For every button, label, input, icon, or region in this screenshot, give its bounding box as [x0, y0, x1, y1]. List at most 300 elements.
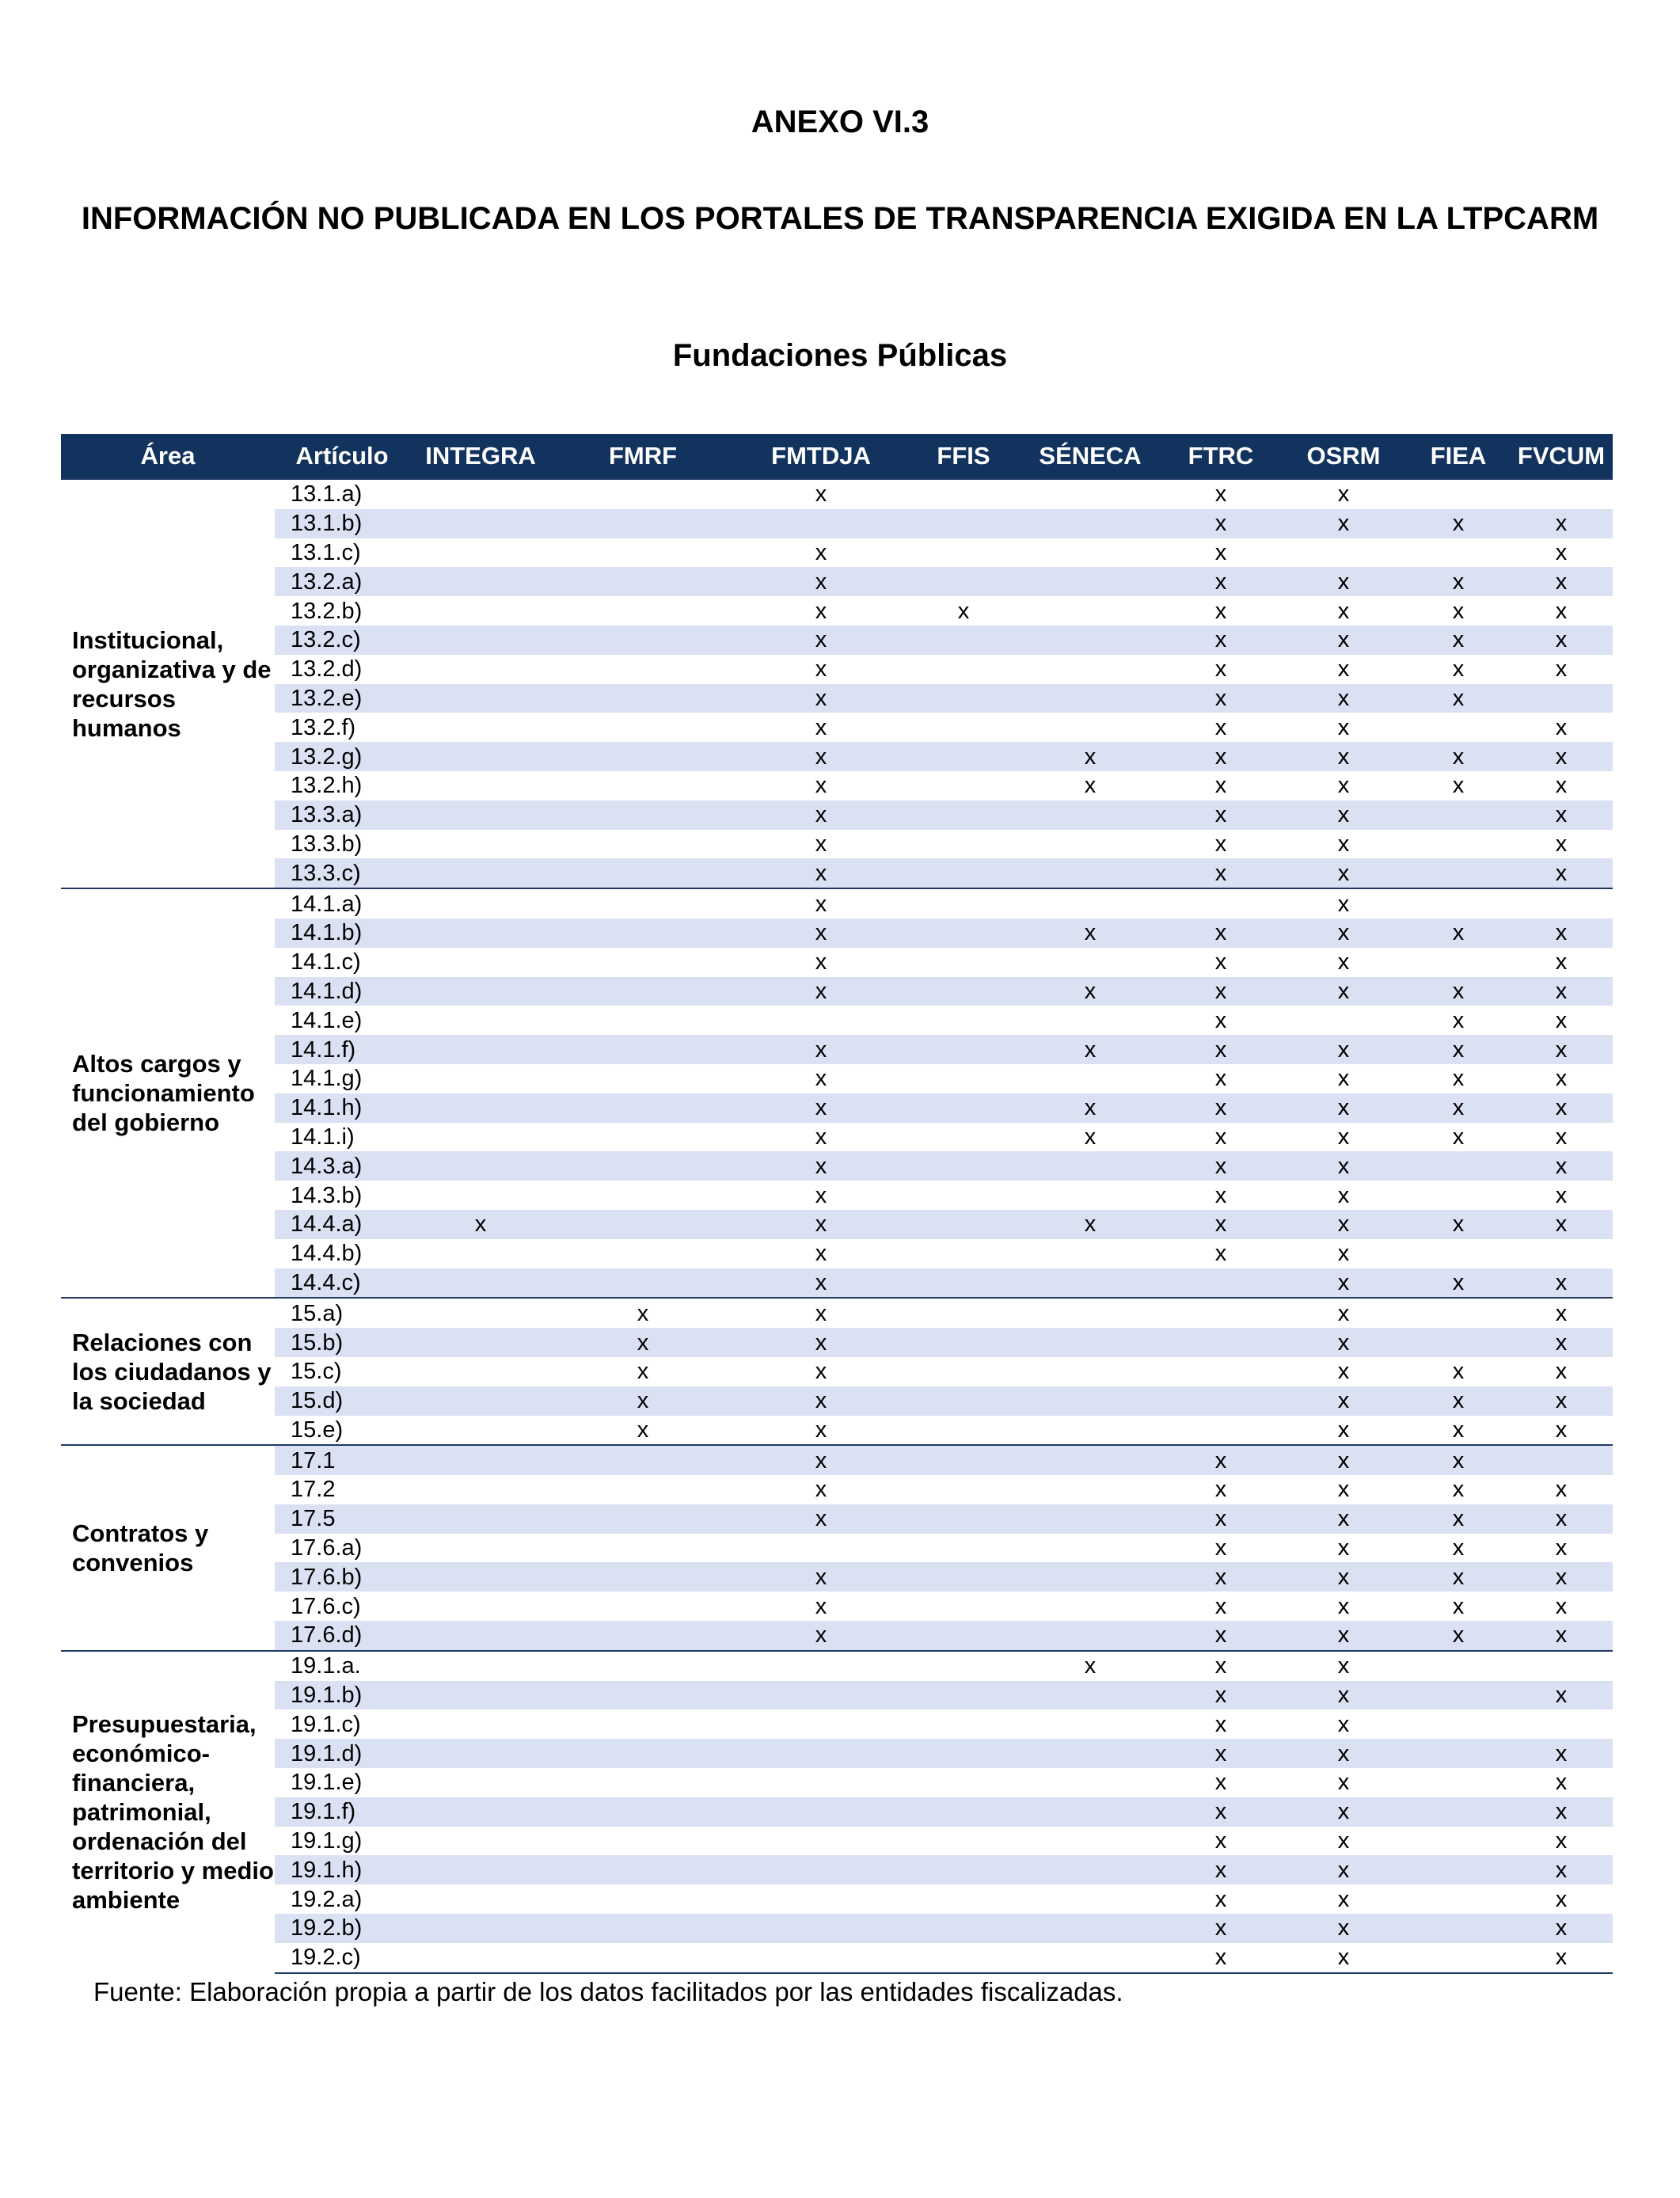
mark-cell: [1161, 1268, 1280, 1299]
mark-cell: [908, 918, 1019, 948]
table-row: [61, 1123, 1613, 1152]
mark-cell: x: [734, 742, 908, 771]
mark-cell: x: [1214, 1066, 1227, 1092]
mark-cell: [409, 1855, 552, 1884]
mark-cell: [409, 1591, 552, 1621]
mark-cell: [409, 1268, 552, 1299]
mark-cell: [409, 977, 552, 1006]
mark-cell: [1161, 1357, 1280, 1386]
mark-cell: [552, 596, 734, 626]
mark-cell: [1019, 1268, 1161, 1299]
mark-cell: x: [1161, 1681, 1280, 1710]
mark-cell: [409, 1797, 552, 1827]
mark-cell: x: [815, 539, 827, 565]
mark-cell: x: [1555, 1182, 1568, 1208]
mark-cell: x: [734, 1621, 908, 1651]
mark-cell: [1407, 479, 1510, 509]
mark-cell: x: [1510, 1621, 1613, 1651]
mark-cell: x: [1280, 888, 1407, 918]
mark-cell: x: [1280, 1035, 1407, 1064]
mark-cell: [552, 684, 734, 713]
table-row: [61, 509, 1613, 538]
mark-cell: [409, 1093, 552, 1123]
mark-cell: [1161, 1298, 1280, 1328]
mark-cell: x: [815, 1066, 827, 1092]
mark-cell: [552, 1239, 734, 1268]
table-row: [61, 1562, 1613, 1591]
mark-cell: x: [1214, 539, 1227, 565]
mark-cell: x: [1452, 1359, 1465, 1385]
mark-cell: [1019, 1151, 1161, 1181]
mark-cell: [1019, 800, 1161, 830]
mark-cell: x: [1280, 1562, 1407, 1591]
mark-cell: x: [1407, 742, 1510, 771]
mark-cell: [908, 509, 1019, 538]
table-row: [61, 1651, 1613, 1681]
mark-cell: [1510, 1239, 1613, 1268]
mark-cell: [1510, 684, 1613, 713]
mark-cell: x: [552, 1298, 734, 1328]
mark-cell: [409, 1386, 552, 1416]
mark-cell: x: [815, 1477, 827, 1503]
mark-cell: [409, 1035, 552, 1064]
mark-cell: x: [734, 1445, 908, 1475]
mark-cell: [908, 771, 1019, 800]
table-row: [61, 1621, 1613, 1651]
mark-cell: x: [734, 1386, 908, 1416]
mark-cell: [409, 596, 552, 626]
table-row: [61, 977, 1613, 1006]
mark-cell: [734, 1943, 908, 1973]
mark-cell: [1407, 800, 1510, 830]
mark-cell: [552, 977, 734, 1006]
mark-cell: x: [1555, 656, 1568, 683]
mark-cell: x: [1280, 1943, 1407, 1973]
mark-cell: [409, 1562, 552, 1591]
mark-cell: x: [1510, 1268, 1613, 1299]
mark-cell: [409, 1445, 552, 1475]
table-row: [61, 626, 1613, 655]
mark-cell: x: [1337, 949, 1350, 975]
mark-cell: x: [1084, 773, 1097, 799]
article-cell: 14.1.f): [275, 1035, 409, 1064]
mark-cell: x: [815, 1593, 827, 1619]
mark-cell: [908, 1064, 1019, 1093]
mark-cell: x: [815, 714, 827, 740]
mark-cell: x: [1555, 1477, 1568, 1503]
mark-cell: [908, 1591, 1019, 1621]
mark-cell: x: [1407, 1562, 1510, 1591]
mark-cell: x: [1161, 509, 1280, 538]
mark-cell: x: [815, 598, 827, 624]
table-row: [61, 800, 1613, 830]
mark-cell: [1510, 888, 1613, 918]
mark-cell: [1407, 1181, 1510, 1210]
table-row: [61, 1298, 1613, 1328]
mark-cell: x: [1555, 1007, 1568, 1033]
mark-cell: x: [1214, 1124, 1227, 1150]
mark-cell: [552, 1064, 734, 1093]
mark-cell: [552, 1093, 734, 1123]
mark-cell: x: [1555, 1535, 1568, 1561]
mark-cell: [908, 1855, 1019, 1884]
mark-cell: [409, 858, 552, 888]
header-row: [61, 434, 1613, 479]
mark-cell: x: [1161, 1445, 1280, 1475]
mark-cell: [908, 1797, 1019, 1827]
mark-cell: x: [734, 626, 908, 655]
mark-cell: [1407, 858, 1510, 888]
mark-cell: [1019, 655, 1161, 684]
mark-cell: x: [1337, 1477, 1350, 1503]
mark-cell: [734, 1855, 908, 1884]
area-cell: Presupuestaria, económico-financiera, patrimonial, ordenación del territorio y medio ambiente: [61, 1651, 275, 1973]
mark-cell: [552, 1914, 734, 1943]
mark-cell: [1019, 538, 1161, 568]
mark-cell: [409, 800, 552, 830]
mark-cell: x: [1280, 626, 1407, 655]
column-header: FMRF: [552, 434, 734, 479]
table-row: [61, 1357, 1613, 1386]
table-row: [61, 1534, 1613, 1563]
article-cell: 13.2.b): [291, 598, 363, 624]
mark-cell: x: [815, 1417, 827, 1443]
mark-cell: x: [1214, 949, 1227, 975]
mark-cell: x: [1019, 977, 1161, 1006]
mark-cell: [1019, 888, 1161, 918]
mark-cell: [409, 1681, 552, 1710]
article-cell: 19.2.a): [291, 1886, 363, 1912]
mark-cell: x: [1214, 773, 1227, 799]
mark-cell: x: [1214, 1477, 1227, 1503]
mark-cell: [734, 1681, 908, 1710]
mark-cell: [1019, 1591, 1161, 1621]
mark-cell: x: [1161, 479, 1280, 509]
mark-cell: x: [1555, 598, 1568, 624]
mark-cell: x: [1555, 1593, 1568, 1619]
mark-cell: [734, 1827, 908, 1856]
mark-cell: [409, 1239, 552, 1268]
mark-cell: [409, 1651, 552, 1681]
source-note: Fuente: Elaboración propia a partir de los datos facilitados por las entidades fiscalizadas.: [93, 1977, 1123, 2006]
mark-cell: x: [734, 918, 908, 948]
mark-cell: x: [1337, 1711, 1350, 1737]
mark-cell: [552, 1534, 734, 1563]
mark-cell: x: [1337, 1593, 1350, 1619]
mark-cell: x: [1407, 1386, 1510, 1416]
mark-cell: [552, 830, 734, 859]
mark-cell: x: [1452, 1066, 1465, 1092]
mark-cell: [908, 977, 1019, 1006]
mark-cell: [1510, 479, 1613, 509]
mark-cell: x: [734, 1210, 908, 1239]
mark-cell: x: [1161, 1562, 1280, 1591]
mark-cell: [1019, 713, 1161, 742]
mark-cell: [552, 1006, 734, 1035]
mark-cell: [908, 1504, 1019, 1534]
mark-cell: x: [1280, 479, 1407, 509]
mark-cell: x: [1510, 977, 1613, 1006]
mark-cell: x: [1510, 1035, 1613, 1064]
mark-cell: [734, 1006, 908, 1035]
mark-cell: [908, 888, 1019, 918]
mark-cell: [908, 1739, 1019, 1768]
mark-cell: x: [734, 479, 908, 509]
mark-cell: [908, 567, 1019, 596]
table-row: [61, 888, 1613, 918]
table-row: [61, 1827, 1613, 1856]
mark-cell: x: [1555, 714, 1568, 740]
mark-cell: [1407, 1914, 1510, 1943]
article-cell: 19.1.g): [291, 1828, 363, 1854]
mark-cell: x: [1510, 858, 1613, 888]
article-cell: 14.3.b): [291, 1182, 363, 1208]
mark-cell: [1019, 1006, 1161, 1035]
mark-cell: [1407, 1855, 1510, 1884]
mark-cell: [552, 1943, 734, 1973]
mark-cell: x: [1161, 1210, 1280, 1239]
mark-cell: [1407, 1651, 1510, 1681]
mark-cell: x: [1407, 1035, 1510, 1064]
mark-cell: x: [1407, 509, 1510, 538]
table-row: [61, 1504, 1613, 1534]
table-row: [61, 1239, 1613, 1268]
article-cell: 17.2: [291, 1477, 336, 1503]
mark-cell: x: [1019, 1210, 1161, 1239]
mark-cell: x: [734, 800, 908, 830]
column-header: OSRM: [1280, 434, 1407, 479]
mark-cell: [908, 626, 1019, 655]
mark-cell: x: [1337, 831, 1350, 857]
mark-cell: [1019, 1445, 1161, 1475]
mark-cell: x: [734, 1268, 908, 1299]
mark-cell: [1407, 713, 1510, 742]
mark-cell: x: [1452, 1535, 1465, 1561]
table-row: [61, 1035, 1613, 1064]
mark-cell: [1407, 1328, 1510, 1357]
article-cell: 14.1.i): [291, 1124, 355, 1150]
mark-cell: [908, 655, 1019, 684]
mark-cell: x: [1280, 1445, 1407, 1475]
mark-cell: [1019, 858, 1161, 888]
mark-cell: x: [1510, 1504, 1613, 1534]
mark-cell: [552, 800, 734, 830]
mark-cell: [908, 1035, 1019, 1064]
article-cell: 13.3.b): [291, 831, 363, 857]
mark-cell: [552, 1035, 734, 1064]
mark-cell: [908, 1123, 1019, 1152]
mark-cell: x: [734, 1093, 908, 1123]
mark-cell: [552, 1210, 734, 1239]
mark-cell: [1407, 888, 1510, 918]
mark-cell: [409, 1064, 552, 1093]
mark-cell: [908, 1534, 1019, 1563]
article-cell: 13.1.a): [275, 479, 409, 509]
mark-cell: [734, 1914, 908, 1943]
article-cell: 19.1.b): [275, 1681, 409, 1710]
mark-cell: [552, 1739, 734, 1768]
article-cell: 14.4.c): [275, 1268, 409, 1299]
mark-cell: x: [1280, 1386, 1407, 1416]
mark-cell: [1019, 1416, 1161, 1446]
table-row: [61, 1328, 1613, 1357]
mark-cell: x: [1510, 1093, 1613, 1123]
mark-cell: [1407, 1709, 1510, 1739]
mark-cell: [908, 1386, 1019, 1416]
mark-cell: [409, 948, 552, 977]
mark-cell: x: [815, 1359, 827, 1385]
mark-cell: x: [1337, 773, 1350, 799]
mark-cell: [409, 742, 552, 771]
mark-cell: x: [1555, 1828, 1568, 1854]
mark-cell: [552, 479, 734, 509]
mark-cell: [552, 509, 734, 538]
mark-cell: x: [957, 598, 970, 624]
article-cell: 14.1.e): [291, 1007, 363, 1033]
table-row: [61, 830, 1613, 859]
mark-cell: [409, 1534, 552, 1563]
mark-cell: [552, 1445, 734, 1475]
mark-cell: [552, 918, 734, 948]
table-row: [61, 684, 1613, 713]
mark-cell: x: [1214, 1007, 1227, 1033]
mark-cell: [908, 1709, 1019, 1739]
mark-cell: [908, 1239, 1019, 1268]
mark-cell: x: [1280, 800, 1407, 830]
mark-cell: x: [637, 1359, 649, 1385]
mark-cell: [409, 888, 552, 918]
mark-cell: x: [1019, 918, 1161, 948]
mark-cell: [734, 1739, 908, 1768]
mark-cell: [908, 1651, 1019, 1681]
mark-cell: [908, 1006, 1019, 1035]
document-subtitle: Fundaciones Públicas: [672, 338, 1008, 373]
mark-cell: [1019, 1328, 1161, 1357]
mark-cell: x: [1161, 684, 1280, 713]
article-cell: 15.d): [275, 1386, 409, 1416]
mark-cell: x: [1161, 918, 1280, 948]
mark-cell: [1407, 1151, 1510, 1181]
mark-cell: x: [1510, 1298, 1613, 1328]
table-row: [61, 1151, 1613, 1181]
mark-cell: x: [734, 567, 908, 596]
mark-cell: x: [1452, 1007, 1465, 1033]
mark-cell: x: [1452, 1477, 1465, 1503]
mark-cell: [734, 1884, 908, 1914]
mark-cell: x: [1407, 1621, 1510, 1651]
mark-cell: [1161, 1416, 1280, 1446]
mark-cell: [552, 1562, 734, 1591]
mark-cell: [1019, 1298, 1161, 1328]
table-row: [61, 1181, 1613, 1210]
article-cell: 17.1: [275, 1445, 409, 1475]
mark-cell: x: [734, 1151, 908, 1181]
mark-cell: x: [1555, 1066, 1568, 1092]
mark-cell: [552, 1268, 734, 1299]
mark-cell: [1407, 1943, 1510, 1973]
mark-cell: x: [1510, 1681, 1613, 1710]
article-cell: 17.5: [275, 1504, 409, 1534]
mark-cell: x: [734, 1328, 908, 1357]
mark-cell: x: [1337, 1359, 1350, 1385]
mark-cell: [409, 713, 552, 742]
article-cell: 13.1.c): [291, 539, 361, 565]
mark-cell: x: [1337, 1124, 1350, 1150]
article-cell: 13.2.g): [275, 742, 409, 771]
mark-cell: [552, 1475, 734, 1504]
table-row: [61, 1006, 1613, 1035]
mark-cell: x: [1510, 626, 1613, 655]
mark-cell: [409, 1123, 552, 1152]
mark-cell: x: [1214, 1711, 1227, 1737]
transparency-table: [61, 434, 1613, 1974]
mark-cell: x: [1452, 1124, 1465, 1150]
mark-cell: x: [1407, 626, 1510, 655]
mark-cell: [908, 1093, 1019, 1123]
mark-cell: x: [1510, 1386, 1613, 1416]
mark-cell: x: [1280, 1210, 1407, 1239]
article-cell: 14.4.a): [275, 1210, 409, 1239]
mark-cell: [409, 1006, 552, 1035]
mark-cell: [908, 830, 1019, 859]
table-body: [61, 479, 1613, 1973]
column-header: FMTDJA: [734, 434, 908, 479]
mark-cell: x: [1337, 1535, 1350, 1561]
mark-cell: x: [1510, 1914, 1613, 1943]
mark-cell: [1161, 1386, 1280, 1416]
mark-cell: [908, 479, 1019, 509]
mark-cell: [908, 1328, 1019, 1357]
mark-cell: [908, 858, 1019, 888]
table-row: [61, 1416, 1613, 1446]
mark-cell: [1019, 1681, 1161, 1710]
column-header: SÉNECA: [1019, 434, 1161, 479]
mark-cell: x: [734, 684, 908, 713]
article-cell: 13.2.c): [275, 626, 409, 655]
mark-cell: x: [815, 656, 827, 683]
mark-cell: [908, 1621, 1019, 1651]
mark-cell: [1019, 1504, 1161, 1534]
table-row: [61, 1797, 1613, 1827]
mark-cell: x: [1161, 1035, 1280, 1064]
article-cell: 14.1.h): [275, 1093, 409, 1123]
mark-cell: [1510, 1445, 1613, 1475]
table-row: [61, 1475, 1613, 1504]
area-cell: Altos cargos y funcionamiento del gobierno: [61, 888, 275, 1298]
mark-cell: [1019, 1621, 1161, 1651]
mark-cell: [552, 1621, 734, 1651]
mark-cell: [409, 1416, 552, 1446]
mark-cell: x: [1337, 1770, 1350, 1796]
mark-cell: [908, 1416, 1019, 1446]
mark-cell: x: [1280, 1298, 1407, 1328]
mark-cell: x: [1214, 1535, 1227, 1561]
mark-cell: x: [1280, 1855, 1407, 1884]
mark-cell: [552, 1123, 734, 1152]
table-row: [61, 1855, 1613, 1884]
mark-cell: x: [1555, 1124, 1568, 1150]
mark-cell: [1019, 1739, 1161, 1768]
mark-cell: x: [734, 1298, 908, 1328]
table-row: [61, 948, 1613, 977]
column-header: FVCUM: [1510, 434, 1613, 479]
mark-cell: [734, 1709, 908, 1739]
mark-cell: [1407, 1797, 1510, 1827]
mark-cell: x: [1555, 1417, 1568, 1443]
mark-cell: [1407, 1739, 1510, 1768]
article-cell: 14.1.a): [275, 888, 409, 918]
mark-cell: [409, 1709, 552, 1739]
